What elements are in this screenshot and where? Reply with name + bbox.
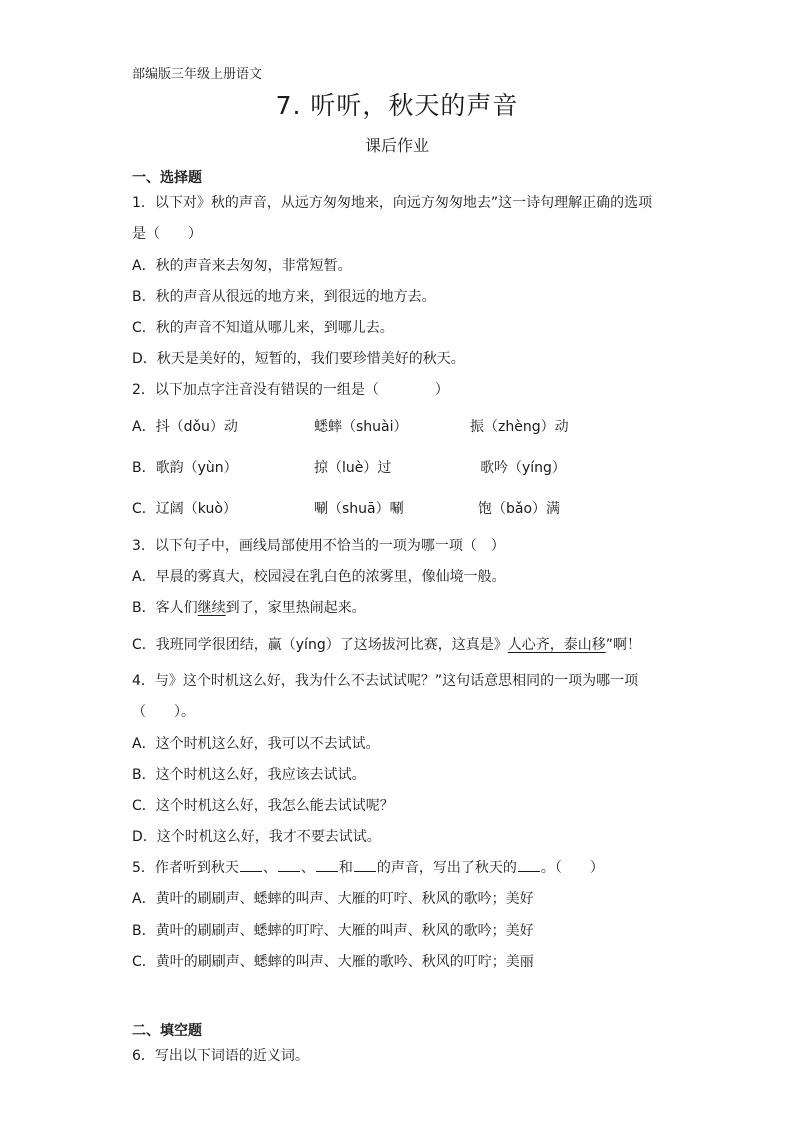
option-b-suffix: 到了，家里热闹起来。 (225, 600, 366, 616)
question-1-option-d: D．秋天是美好的，短暂的，我们要珍惜美好的秋天。 (132, 351, 465, 367)
option-c-prefix: C．我班同学很团结，赢（yíng）了这场拔河比赛，这真是》 (132, 637, 508, 653)
option-b-underlined: 继续 (197, 600, 226, 616)
question-2-option-a (132, 416, 569, 436)
question-4-option-a: A．这个时机这么好，我可以不去试试。 (132, 736, 380, 752)
question-2-option-b (132, 457, 566, 477)
page-title: 7. 听听，秋天的声音 (275, 91, 519, 120)
and-word: 和 (338, 860, 353, 876)
question-6-stem: 6．写出以下词语的近义词。 (132, 1048, 309, 1064)
option-b-item-3: 歌吟（yíng） (480, 460, 566, 476)
question-2-option-c (132, 498, 560, 518)
section-heading-choice: 一、选择题 (132, 170, 202, 186)
option-a-item-3: 振（zhèng）动 (470, 419, 569, 435)
question-3-option-c (132, 634, 641, 654)
question-2-stem: 2．以下加点字注音没有错误的一组是（ ） (132, 382, 449, 398)
stem-part-a: 5．作者听到秋天 (132, 860, 239, 876)
fill-blank-1 (240, 857, 262, 872)
question-5-option-b: B．黄叶的刷刷声、蟋蟀的叮咛、大雁的叫声、秋风的歌吟；美好 (132, 923, 534, 939)
option-a-item-2: 蟋蟀（shuài） (314, 419, 408, 435)
stem-part-c: 。（ ） (540, 860, 604, 876)
question-1-stem-line1: 1．以下对》秋的声音，从远方匆匆地来，向远方匆匆地去”这一诗句理解正确的选项 (132, 195, 653, 211)
question-3-option-b (132, 597, 366, 617)
question-4-stem-line2: （ ）。 (132, 704, 195, 720)
section-heading-fill: 二、填空题 (132, 1023, 202, 1039)
question-3-option-a: A．早晨的雾真大，校园浸在乳白色的浓雾里，像仙境一般。 (132, 569, 506, 585)
separator-1: 、 (262, 860, 277, 876)
question-1-option-b: B．秋的声音从很远的地方来，到很远的地方去。 (132, 289, 436, 305)
stem-part-b: 的声音，写出了秋天的 (376, 860, 517, 876)
option-c-item-2: 唰（shuā）唰 (314, 501, 404, 517)
question-1-option-c: C．秋的声音不知道从哪儿来，到哪儿去。 (132, 320, 394, 336)
option-b-prefix: B．客人们 (132, 600, 198, 616)
fill-blank-4 (354, 857, 376, 872)
option-b-item-1: B．歌韵（yùn） (132, 460, 238, 476)
question-1-option-a: A．秋的声音来去匆匆，非常短暂。 (132, 258, 352, 274)
fill-blank-5 (518, 857, 540, 872)
question-5-option-c: C．黄叶的刷刷声、蟋蟀的叫声、大雁的歌吟、秋风的叮咛；美丽 (132, 954, 534, 970)
question-4-stem-line1: 4．与》这个时机这么好，我为什么不去试试呢？”这句话意思相同的一项为哪一项 (132, 673, 639, 689)
question-5-option-a: A．黄叶的刷刷声、蟋蟀的叫声、大雁的叮咛、秋风的歌吟；美好 (132, 891, 534, 907)
homework-subtitle: 课后作业 (364, 136, 429, 155)
option-b-item-2: 掠（luè）过 (314, 460, 392, 476)
option-c-suffix: ”啊！ (605, 637, 641, 653)
fill-blank-2 (278, 857, 300, 872)
option-a-item-1: A．抖（dǒu）动 (132, 419, 238, 435)
separator-2: 、 (300, 860, 315, 876)
option-c-underlined: 人心齐，泰山移 (507, 637, 606, 653)
option-c-item-1: C．辽阔（kuò） (132, 501, 237, 517)
question-3-stem: 3．以下句子中，画线局部使用不恰当的一项为哪一项（ ） (132, 538, 505, 554)
question-1-stem-line2: 是（ ） (132, 226, 202, 242)
fill-blank-3 (316, 857, 338, 872)
grade-subtitle: 部编版三年级上册语文 (132, 67, 263, 82)
option-c-item-3: 饱（bǎo）满 (478, 501, 561, 517)
question-4-option-d: D．这个时机这么好，我才不要去试试。 (132, 829, 381, 845)
question-4-option-c: C．这个时机这么好，我怎么能去试试呢？ (132, 798, 394, 814)
question-4-option-b: B．这个时机这么好，我应该去试试。 (132, 767, 366, 783)
question-5-stem (132, 857, 604, 877)
